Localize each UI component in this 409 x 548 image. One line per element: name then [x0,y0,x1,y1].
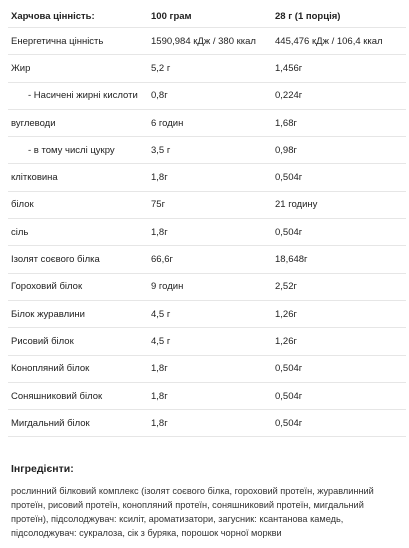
nutrient-per-100g: 66,6г [148,246,272,273]
nutrition-table-header [8,5,406,28]
nutrient-name: сіль [8,219,148,246]
table-row [8,328,406,355]
table-row [8,410,406,437]
nutrient-per-100g: 1,8г [148,164,272,191]
nutrient-per-100g: 1,8г [148,410,272,437]
table-row [8,273,406,300]
table-row [8,137,406,164]
nutrient-name: білок [8,191,148,218]
nutrient-per-serving: 21 годину [272,191,406,218]
header-row [8,5,406,28]
nutrient-per-100g: 4,5 г [148,300,272,327]
nutrient-per-100g: 5,2 г [148,55,272,82]
nutrient-per-serving: 0,504г [272,382,406,409]
nutrient-name: - в тому числі цукру [8,137,148,164]
table-row [8,219,406,246]
nutrient-name: Жир [8,55,148,82]
table-row [8,246,406,273]
nutrient-per-serving: 1,26г [272,328,406,355]
nutrient-per-serving: 18,648г [272,246,406,273]
nutrient-per-100g: 1,8г [148,382,272,409]
nutrient-name: Мигдальний білок [8,410,148,437]
nutrient-per-serving: 445,476 кДж / 106,4 ккал [272,28,406,55]
nutrient-name: вуглеводи [8,109,148,136]
nutrient-name: Гороховий білок [8,273,148,300]
table-row [8,109,406,136]
nutrient-name: Конопляний білок [8,355,148,382]
nutrient-per-100g: 6 годин [148,109,272,136]
nutrient-per-100g: 1,8г [148,355,272,382]
header-per-100g: 100 грам [148,5,272,28]
nutrition-table [8,5,406,437]
nutrient-per-serving: 0,224г [272,82,406,109]
header-per-serving: 28 г (1 порція) [272,5,406,28]
header-nutrient: Харчова цінність: [8,5,148,28]
nutrient-per-100g: 1,8г [148,219,272,246]
nutrient-name: Соняшниковий білок [8,382,148,409]
table-row [8,355,406,382]
table-row [8,55,406,82]
nutrient-per-serving: 0,504г [272,219,406,246]
nutrient-name: Рисовий білок [8,328,148,355]
nutrient-per-serving: 1,26г [272,300,406,327]
nutrient-per-serving: 1,456г [272,55,406,82]
nutrient-per-serving: 0,504г [272,164,406,191]
nutrient-per-serving: 0,504г [272,410,406,437]
nutrient-name: Ізолят соєвого білка [8,246,148,273]
ingredients-section [11,463,403,540]
nutrient-name: - Насичені жирні кислоти [8,82,148,109]
table-row [8,82,406,109]
nutrient-per-100g: 9 годин [148,273,272,300]
ingredients-text: рослинний білковий комплекс (ізолят соєвого білка, гороховий протеїн, журавлинний протеїн, рисовий протеїн, конопляний протеїн, соняшниковий протеїн, мигдальний протеїн), підсолоджувач: ксиліт, ароматизатори, загусник: ксантанова камедь, підсолоджувач: сукралоза, сік з буряка, порошок чорної моркви [11,486,374,538]
nutrient-name: Енергетична цінність [8,28,148,55]
nutrient-name: клітковина [8,164,148,191]
nutrient-per-100g: 3,5 г [148,137,272,164]
ingredients-title: Інгредієнти: [11,463,74,475]
nutrient-per-serving: 1,68г [272,109,406,136]
nutrient-per-serving: 2,52г [272,273,406,300]
table-row [8,191,406,218]
nutrient-per-100g: 0,8г [148,82,272,109]
nutrient-per-serving: 0,504г [272,355,406,382]
table-row [8,28,406,55]
nutrient-per-100g: 1590,984 кДж / 380 ккал [148,28,272,55]
table-row [8,300,406,327]
nutrition-table-body [8,28,406,437]
nutrient-per-100g: 4,5 г [148,328,272,355]
nutrient-name: Білок журавлини [8,300,148,327]
table-row [8,382,406,409]
table-row [8,164,406,191]
nutrient-per-100g: 75г [148,191,272,218]
nutrient-per-serving: 0,98г [272,137,406,164]
